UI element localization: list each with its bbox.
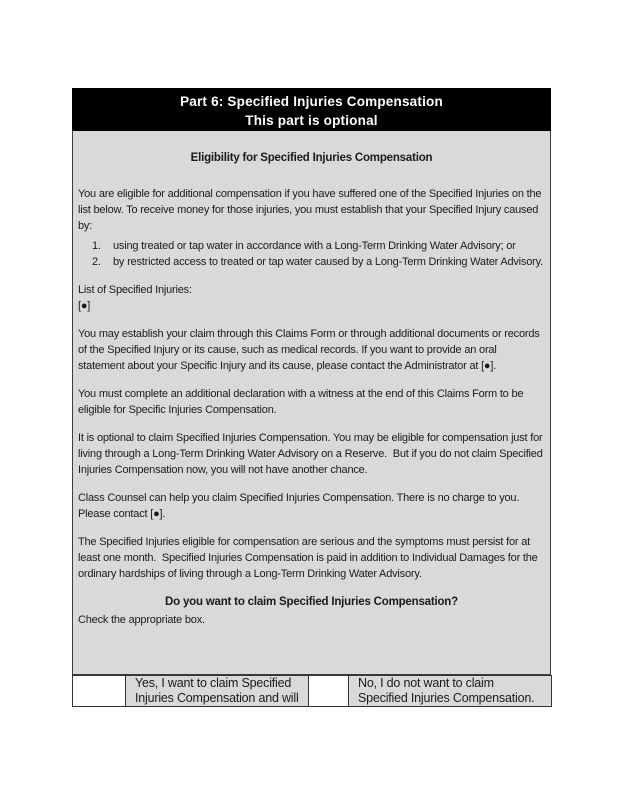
body-panel (72, 131, 551, 675)
part-subtitle: This part is optional (245, 113, 378, 128)
yes-label-line1: Yes, I want to claim Specified (135, 676, 292, 690)
claim-question: Do you want to claim Specified Injuries Compensation? (165, 596, 458, 608)
injuries-list-label: List of Specified Injuries: (78, 284, 192, 296)
no-label-line1: No, I do not want to claim (358, 676, 494, 690)
injuries-list-placeholder: [●] (78, 300, 91, 312)
yes-checkbox-cell[interactable] (73, 676, 126, 707)
list-item (92, 254, 545, 270)
paragraph-serious-injuries: The Specified Injuries eligible for compensation are serious and the symptoms must persist for at least one month. Specified Injuries Compensation is paid in addition to Individual Damages for the ordinary hardships of living through a Long-Term Drinking Water Advisory. (78, 536, 541, 580)
paragraph-optional: It is optional to claim Specified Injuries Compensation. You may be eligible for compensation just for living through a Long-Term Drinking Water Advisory on a Reserve. But if you do not claim Specified Injuries Compensation now, you will not have another chance. (78, 432, 546, 476)
paragraph-establish-claim: You may establish your claim through this Claims Form or through additional documents or records of the Specified Injury or its cause, such as medical records. If you want to provide an oral statement about your Specific Injury and its cause, please contact the Administrator at [●]. (78, 328, 543, 372)
list-item-text: by restricted access to treated or tap water caused by a Long-Term Drinking Water Advisory. (113, 256, 543, 268)
choice-row (73, 676, 552, 707)
part-header (72, 88, 551, 131)
cause-list (92, 238, 545, 270)
no-label-cell (349, 676, 552, 707)
paragraph-eligibility: You are eligible for additional compensation if you have suffered one of the Specified Injuries on the list below. To receive money for those injuries, you must establish that your Specified Injury caused by: (78, 188, 545, 232)
no-label-line2: Specified Injuries Compensation. (358, 691, 535, 705)
section-heading: Eligibility for Specified Injuries Compensation (190, 152, 433, 164)
part-title: Part 6: Specified Injuries Compensation (180, 94, 443, 109)
paragraph-class-counsel: Class Counsel can help you claim Specified Injuries Compensation. There is no charge to you. Please contact [●]. (78, 492, 525, 520)
claims-form-part6 (72, 88, 551, 707)
yes-label-line2: Injuries Compensation and will (135, 691, 299, 705)
paragraph-declaration: You must complete an additional declaration with a witness at the end of this Claims Form to be eligible for Specific Injuries Compensation. (78, 388, 527, 416)
no-checkbox-cell[interactable] (309, 676, 349, 707)
check-box-instruction: Check the appropriate box. (78, 614, 205, 626)
list-item (92, 238, 545, 254)
list-item-text: using treated or tap water in accordance with a Long-Term Drinking Water Advisory; or (113, 240, 516, 252)
yes-label-cell (126, 676, 309, 707)
choice-table (72, 675, 552, 707)
list-item-number: 1. (92, 240, 101, 252)
list-item-number: 2. (92, 256, 101, 268)
